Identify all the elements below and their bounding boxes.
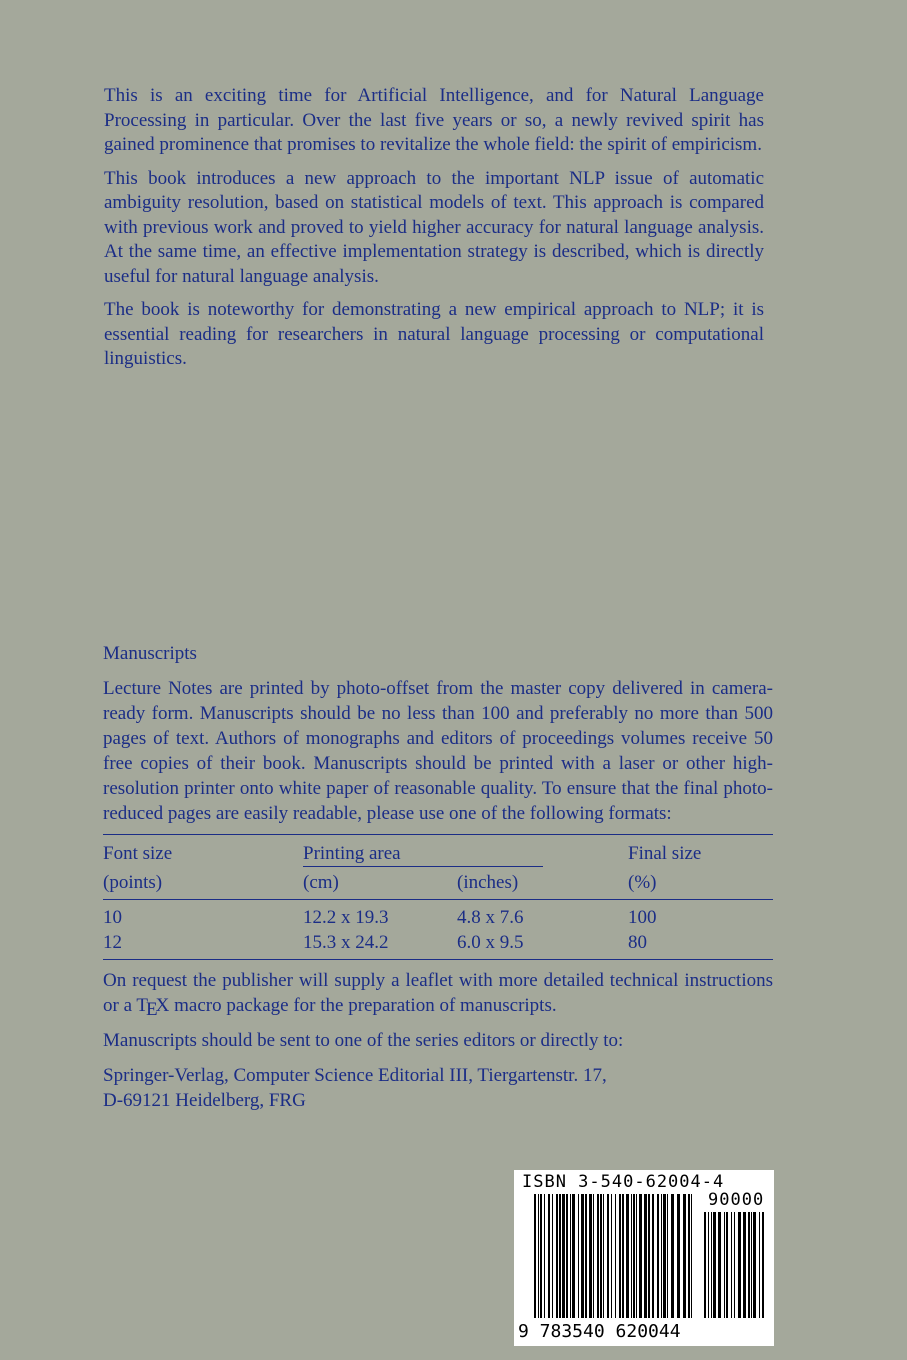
barcode-bar (663, 1194, 666, 1318)
barcode-bar (631, 1194, 632, 1318)
barcode-bar (704, 1212, 706, 1318)
manuscripts-section (103, 641, 773, 1113)
barcode-bar (600, 1194, 602, 1318)
barcode-bar (562, 1194, 565, 1318)
barcode-bar (636, 1194, 637, 1318)
barcode-bar (762, 1212, 764, 1318)
barcode-bar (718, 1212, 721, 1318)
barcode-bar (711, 1212, 712, 1318)
leaflet-request-paragraph: On request the publisher will supply a leaflet with more detailed technical instructions or a TEX macro package for the preparation of manuscripts. (103, 970, 773, 1020)
barcode-bar (597, 1194, 599, 1318)
cell-font: 10 (103, 900, 303, 931)
publisher-address-line-1: Springer-Verlag, Computer Science Editorial III, Tiergartenstr. 17, (103, 1065, 607, 1086)
barcode-bar (657, 1194, 659, 1318)
cell-cm: 12.2 x 19.3 (303, 900, 457, 931)
barcode-bar (759, 1212, 760, 1318)
barcode-bar (540, 1194, 542, 1318)
send-instructions: Manuscripts should be sent to one of the series editors or directly to: (103, 1030, 624, 1051)
barcode-bar (667, 1194, 668, 1318)
barcode-bar (552, 1194, 553, 1318)
barcode-bar (589, 1194, 592, 1318)
barcode-bar (639, 1194, 642, 1318)
barcode-bar (585, 1194, 587, 1318)
ean-number: 9 783540 620044 (518, 1321, 681, 1342)
barcode-bar (570, 1194, 571, 1318)
barcode-bar (556, 1194, 558, 1318)
barcode-bar (619, 1194, 621, 1318)
cell-final: 80 (628, 930, 773, 960)
barcode-bar (626, 1194, 629, 1318)
publisher-address-line-2: D-69121 Heidelberg, FRG (103, 1090, 306, 1111)
cell-inches: 4.8 x 7.6 (457, 900, 628, 931)
format-table-header-row (103, 835, 773, 868)
barcode-bar (581, 1194, 584, 1318)
format-table (103, 834, 773, 960)
header-font-size: Font size (103, 835, 303, 868)
barcode-bar (724, 1212, 725, 1318)
barcode-bar (566, 1194, 568, 1318)
header-final-size: Final size (628, 835, 773, 868)
barcode-bar (748, 1212, 750, 1318)
barcode-bar (683, 1194, 686, 1318)
barcode-bar (751, 1212, 752, 1318)
tex-logo: TEX (136, 995, 170, 1020)
barcode-bar (593, 1194, 594, 1318)
cell-cm: 15.3 x 24.2 (303, 930, 457, 960)
barcode-bar (534, 1194, 536, 1318)
barcode-bar (688, 1194, 690, 1318)
barcode-bar (572, 1194, 575, 1318)
barcode-bar (603, 1194, 604, 1318)
manuscripts-heading: Manuscripts (103, 643, 197, 664)
barcode-bar (652, 1194, 654, 1318)
isbn-barcode (514, 1170, 774, 1346)
cell-inches: 6.0 x 9.5 (457, 930, 628, 960)
manuscripts-intro: Lecture Notes are printed by photo-offset from the master copy delivered in camera-ready form. Manuscripts should be no less than 100 and preferably no more than 500 pages of text. Authors of monographs and editors of proceedings volumes receive 50 free copies of their book. Manuscripts should be printed with a laser or other high-resolution printer onto white paper of reasonable quality. To ensure that the final photo-reduced pages are easily readable, please use one of the following formats: (103, 678, 773, 824)
back-cover-blurb (104, 84, 764, 381)
barcode-bar (544, 1194, 545, 1318)
header-percent: (%) (628, 872, 657, 893)
table-row (103, 930, 773, 960)
barcode-bar (644, 1194, 647, 1318)
price-addon-number: 90000 (708, 1190, 765, 1210)
header-cm: (cm) (303, 872, 339, 893)
cell-final: 100 (628, 900, 773, 931)
cell-font: 12 (103, 930, 303, 960)
barcode-bar (677, 1194, 680, 1318)
barcode-bar (743, 1212, 746, 1318)
barcode-bar (708, 1212, 709, 1318)
table-row (103, 900, 773, 931)
barcode-bar (578, 1194, 579, 1318)
barcode-bar (661, 1194, 662, 1318)
barcode-bar (753, 1212, 756, 1318)
barcode-bar (607, 1194, 609, 1318)
blurb-paragraph-1: This is an exciting time for Artificial Intelligence, and for Natural Language Processing in particular. Over the last five years or so, a newly revived spirit has gained prominence that promises to revitalize the whole field: the spirit of empiricism. (104, 85, 764, 155)
barcode-bar (611, 1194, 612, 1318)
format-table-subheader-row (103, 867, 773, 900)
header-inches: (inches) (457, 872, 519, 893)
barcode-bar (633, 1194, 635, 1318)
barcode-bar (734, 1212, 735, 1318)
barcode-bar (648, 1194, 650, 1318)
header-printing-area: Printing area (303, 841, 543, 867)
barcode-bar (726, 1212, 728, 1318)
barcode-bar (731, 1212, 732, 1318)
barcode-bar (691, 1194, 692, 1318)
barcode-bar (738, 1212, 741, 1318)
barcode-bar (713, 1212, 716, 1318)
blurb-paragraph-3: The book is noteworthy for demonstrating a new empirical approach to NLP; it is essential reading for researchers in natural language processing or computational linguistics. (104, 299, 764, 369)
barcode-bar (538, 1194, 539, 1318)
header-points: (points) (103, 872, 163, 893)
isbn-number: ISBN 3-540-62004-4 (522, 1172, 725, 1192)
barcode-bar (548, 1194, 550, 1318)
barcode-bar (622, 1194, 624, 1318)
barcode-bar (615, 1194, 616, 1318)
barcode-bar (559, 1194, 561, 1318)
barcode-bar (671, 1194, 674, 1318)
blurb-paragraph-2: This book introduces a new approach to the important NLP issue of automatic ambiguity resolution, based on statistical models of text. This approach is compared with previous work and proved to yield higher accuracy for natural language analysis. At the same time, an effective implementation strategy is described, which is directly useful for natural language analysis. (104, 167, 764, 287)
